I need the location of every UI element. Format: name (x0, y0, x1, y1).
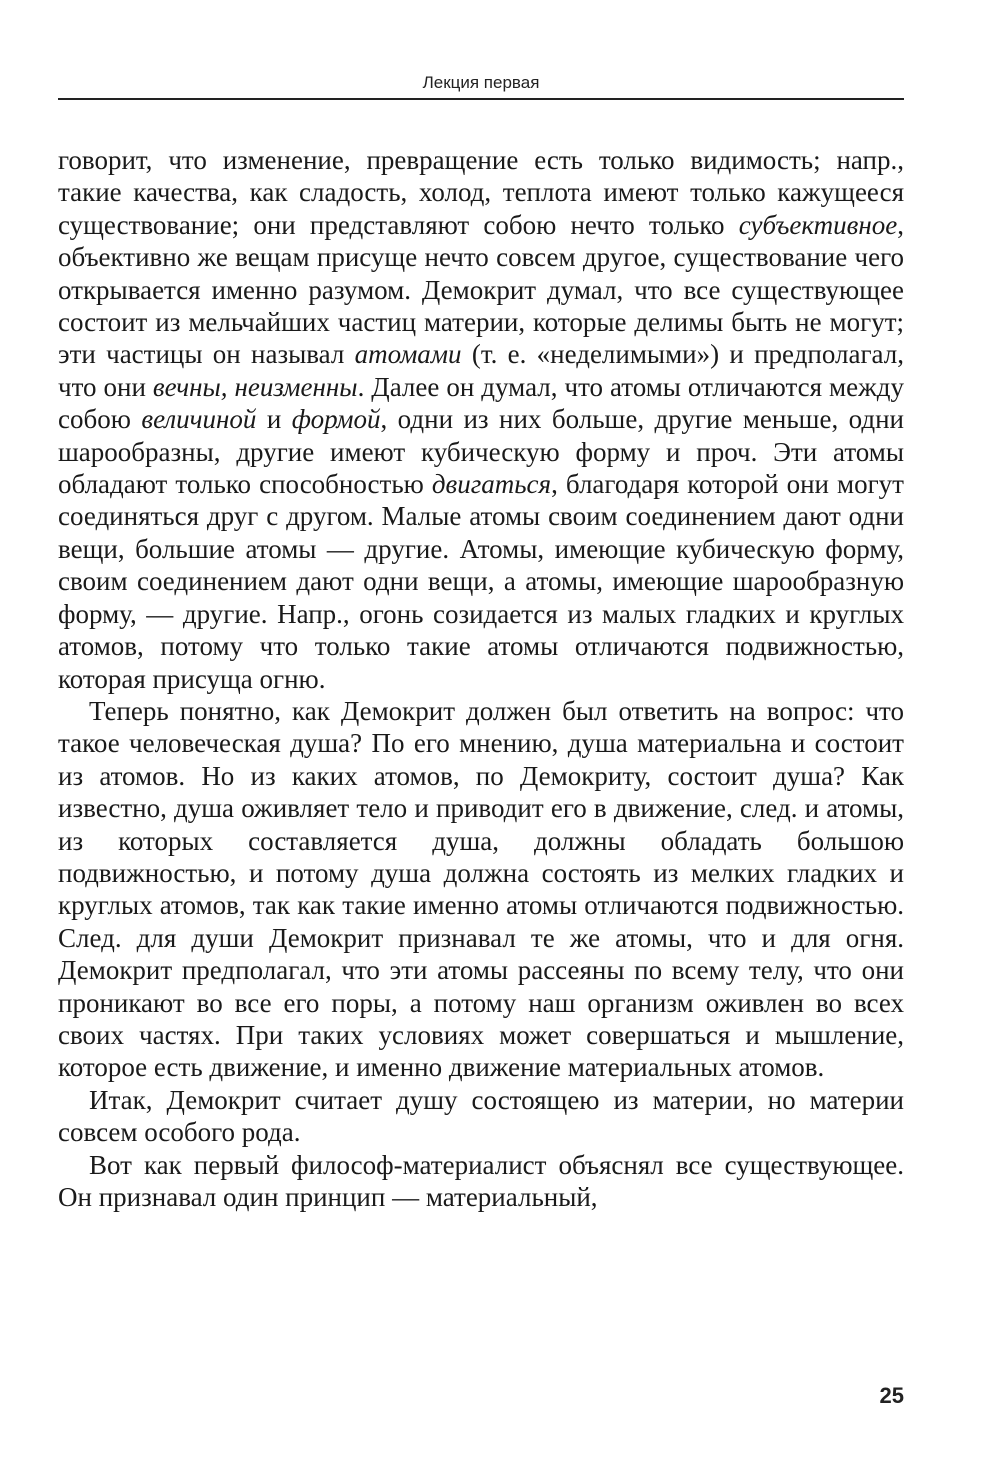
italic-term: вечны, неизменны (152, 371, 358, 402)
text-run: , одни из них больше, другие меньше, одни шарообразны, другие имеют кубическую форму и проч. Эти атомы обладают только способностью (58, 404, 904, 500)
text-run: (т. е. «неделимыми») и предполагал, что они (58, 339, 904, 402)
text-run: , объективно же вещам присуще нечто совсем другое, существование чего открывается именно разумом. Демокрит думал, что все существующее состоит из мельчайших частиц материи, которые делимы быть не могут; эти частицы он называл (58, 209, 904, 370)
header-rule (58, 98, 904, 100)
paragraph-1 (58, 144, 904, 695)
paragraph-4: Вот как первый философ-материалист объяснял все существующее. Он признавал один принцип — материальный, (58, 1149, 904, 1212)
text-run: . Далее он думал, что атомы отличаются между собою (58, 371, 904, 435)
page-number: 25 (879, 1383, 904, 1408)
text-run: говорит, что изменение, превращение есть только видимость; напр., такие качества, как сладость, холод, теплота имеют только кажущееся существование; они представляют собою нечто только (58, 145, 904, 240)
italic-term: атомами (354, 339, 462, 370)
body-text (58, 144, 904, 1213)
italic-term: субъективное (738, 209, 898, 240)
italic-term: двигаться (431, 469, 552, 500)
italic-term: формой (291, 404, 381, 435)
paragraph-2: Теперь понятно, как Демокрит должен был ответить на вопрос: что такое человеческая душа? По его мнению, душа материальна и состоит из атомов. Но из каких атомов, по Демокриту, состоит душа? Как известно, душа оживляет тело и приводит его в движение, след. и атомы, из которых составляется душа, должны обладать большою подвижностью, и потому душа должна состоять из мелких гладких и круглых атомов, так как такие именно атомы отличаются подвижностью. След. для души Демокрит признавал те же атомы, что и для огня. Демокрит предполагал, что эти атомы рассеяны по всему телу, что они проникают во все его поры, а потому наш организм оживлен во всех своих частях. При таких условиях может совершаться и мышление, которое есть движение, и именно движение материальных атомов. (58, 695, 904, 1083)
running-head: Лекция первая (422, 73, 540, 92)
text-run: , благодаря которой они могут соединяться друг с другом. Малые атомы своим соединением дают одни вещи, большие атомы — другие. Атомы, имеющие кубическую форму, своим соединением дают одни вещи, а атомы, имеющие шарообразную форму, — другие. Напр., огонь созидается из малых гладких и круглых атомов, потому что только такие атомы отличаются подвижностью, которая присуща огню. (58, 469, 904, 694)
text-run: и (256, 404, 292, 435)
italic-term: величиной (141, 404, 257, 435)
paragraph-3: Итак, Демокрит считает душу состоящею из материи, но материи совсем особого рода. (58, 1084, 904, 1148)
